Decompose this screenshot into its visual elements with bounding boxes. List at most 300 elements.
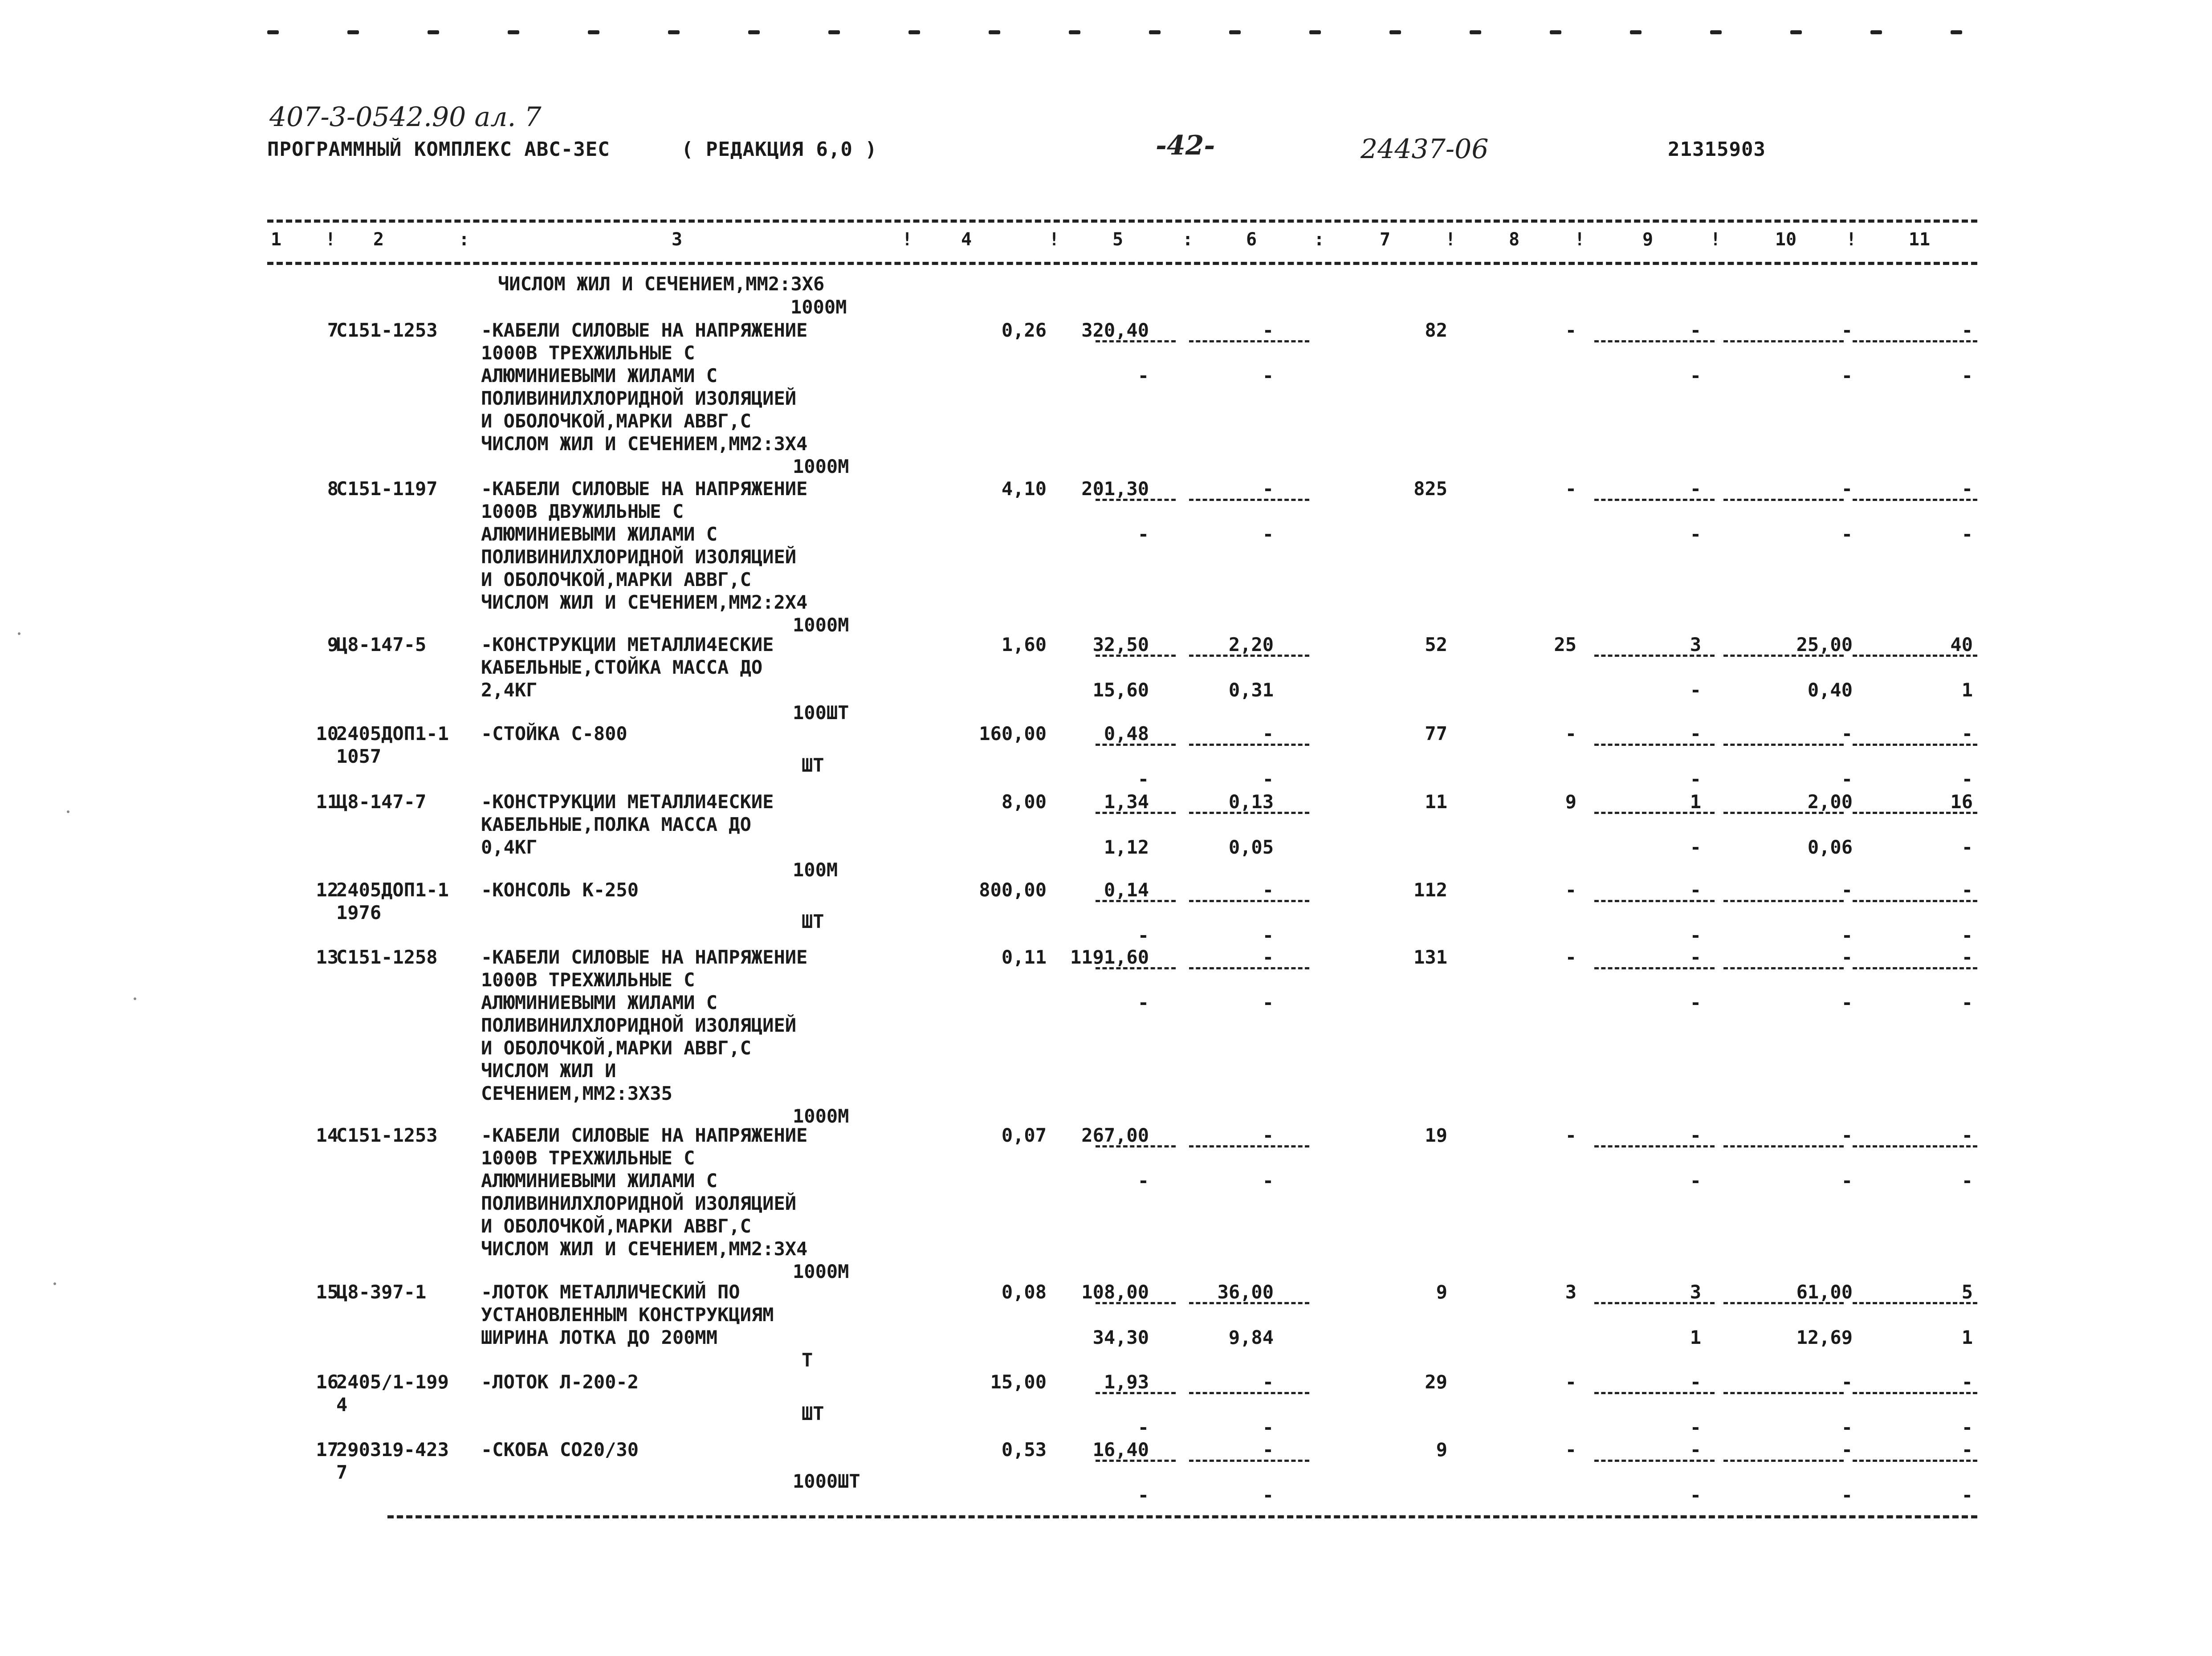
column-header-rule xyxy=(267,262,1977,265)
cell-divider-line xyxy=(1189,499,1309,501)
cost-value: - xyxy=(1262,879,1274,901)
column-header: 10 xyxy=(1775,229,1797,250)
labor-value: 3 xyxy=(1565,1281,1577,1303)
resource-description: АЛЮМИНИЕВЫМИ ЖИЛАМИ С xyxy=(481,992,718,1013)
labor-value: - xyxy=(1961,478,1973,500)
cell-divider-line xyxy=(1853,900,1977,902)
column-separator: ! xyxy=(1049,229,1060,250)
cell-divider-line xyxy=(1853,340,1977,342)
labor-value-secondary: - xyxy=(1690,1484,1701,1506)
labor-value: 131 xyxy=(1414,946,1447,968)
column-separator: ! xyxy=(1445,229,1456,250)
cost-value-secondary: - xyxy=(1841,1170,1853,1192)
cost-value-secondary: - xyxy=(1262,924,1274,946)
cost-value: - xyxy=(1262,478,1274,500)
row-number: 15 xyxy=(316,1281,338,1303)
row-number: 12 xyxy=(316,879,338,901)
resource-description: -КОНСТРУКЦИИ МЕТАЛЛИ4ЕСКИЕ xyxy=(481,791,774,813)
unit-of-measure: ШТ xyxy=(802,754,824,777)
row-number: 9 xyxy=(327,634,338,655)
cell-divider-line xyxy=(1096,900,1176,902)
page-number: -42- xyxy=(1156,130,1215,161)
cost-value-secondary: 0,31 xyxy=(1228,679,1274,701)
cost-value-secondary: 0,40 xyxy=(1807,679,1853,701)
cost-value: - xyxy=(1841,1371,1853,1393)
cost-value: 1,93 xyxy=(1104,1371,1149,1393)
resource-code: С151-1197 xyxy=(336,478,438,500)
cost-value: 36,00 xyxy=(1217,1281,1274,1303)
cell-divider-line xyxy=(1853,967,1977,969)
cost-value-secondary: - xyxy=(1137,365,1149,387)
resource-description: ПОЛИВИНИЛХЛОРИДНОЙ ИЗОЛЯЦИЕЙ xyxy=(481,387,797,409)
quantity-value: 0,11 xyxy=(1001,946,1047,968)
margin-mark xyxy=(134,997,136,1000)
labor-value: - xyxy=(1690,319,1701,341)
cost-value-secondary: - xyxy=(1841,365,1853,387)
cost-value-secondary: - xyxy=(1841,768,1853,790)
labor-value-secondary: - xyxy=(1690,992,1701,1013)
resource-description: ЧИСЛОМ ЖИЛ И СЕЧЕНИЕМ,ММ2:3Х4 xyxy=(481,433,808,455)
quantity-value: 15,00 xyxy=(990,1371,1047,1393)
cell-divider-line xyxy=(1594,812,1715,814)
labor-value: - xyxy=(1961,879,1973,901)
column-separator: ! xyxy=(1846,229,1857,250)
handwritten-doc-number: 24437-06 xyxy=(1361,134,1489,165)
resource-code: 1057 xyxy=(336,745,382,767)
labor-value: 11 xyxy=(1425,791,1447,813)
unit-of-measure: 1000М xyxy=(793,1261,849,1282)
resource-code: С151-1258 xyxy=(336,946,438,968)
resource-description: -КАБЕЛИ СИЛОВЫЕ НА НАПРЯЖЕНИЕ xyxy=(481,478,808,500)
resource-description: ЧИСЛОМ ЖИЛ И СЕЧЕНИЕМ,ММ2:3Х4 xyxy=(481,1238,808,1260)
unit-of-measure: 1000М xyxy=(793,456,849,477)
resource-description: ЧИСЛОМ ЖИЛ И СЕЧЕНИЕМ,ММ2:2Х4 xyxy=(481,591,808,613)
cost-value-secondary: - xyxy=(1841,992,1853,1013)
labor-value: - xyxy=(1961,319,1973,341)
labor-value: 25 xyxy=(1554,634,1577,655)
labor-value: - xyxy=(1961,723,1973,745)
unit-of-measure: 100М xyxy=(793,859,838,881)
resource-code: 2405/1-199 xyxy=(336,1371,449,1393)
cost-value-secondary: - xyxy=(1841,523,1853,545)
cost-value: 16,40 xyxy=(1092,1439,1149,1461)
column-header: 7 xyxy=(1379,229,1391,250)
cost-value: 0,13 xyxy=(1228,791,1274,813)
cost-value-secondary: - xyxy=(1262,1170,1274,1192)
labor-value: - xyxy=(1961,946,1973,968)
column-header: 8 xyxy=(1508,229,1520,250)
unit-of-measure: 1000М xyxy=(793,614,849,636)
cost-value-secondary: 0,06 xyxy=(1807,836,1853,858)
cost-value-secondary: - xyxy=(1262,523,1274,545)
labor-value-secondary: - xyxy=(1961,1484,1973,1506)
perforation-dash xyxy=(1951,30,1962,34)
perforation-dash xyxy=(748,30,760,34)
unit-of-measure: Т xyxy=(802,1349,813,1371)
cost-value-secondary: - xyxy=(1841,1416,1853,1438)
cell-divider-line xyxy=(1594,967,1715,969)
resource-code: Ц8-397-1 xyxy=(336,1281,427,1303)
margin-mark xyxy=(67,810,69,813)
resource-code: С151-1253 xyxy=(336,319,438,341)
quantity-value: 160,00 xyxy=(979,723,1047,745)
unit-of-measure: 100ШТ xyxy=(793,702,849,724)
cost-value: 201,30 xyxy=(1081,478,1149,500)
labor-value-secondary: - xyxy=(1961,365,1973,387)
column-header: 6 xyxy=(1246,229,1257,250)
labor-value: - xyxy=(1690,478,1701,500)
labor-value-secondary: - xyxy=(1690,523,1701,545)
continued-unit: 1000М xyxy=(790,296,847,318)
cell-divider-line xyxy=(1594,340,1715,342)
labor-value: 82 xyxy=(1425,319,1447,341)
cost-value-secondary: - xyxy=(1137,1170,1149,1192)
cell-divider-line xyxy=(1853,1460,1977,1462)
cost-value-secondary: - xyxy=(1137,768,1149,790)
resource-description: И ОБОЛОЧКОЙ,МАРКИ АВВГ,С xyxy=(481,410,751,432)
labor-value: 112 xyxy=(1414,879,1447,901)
labor-value-secondary: 1 xyxy=(1961,1326,1973,1348)
perforation-dash xyxy=(508,30,519,34)
document-code: 21315903 xyxy=(1668,138,1766,161)
cell-divider-line xyxy=(1723,1460,1844,1462)
labor-value: - xyxy=(1961,1439,1973,1461)
perforation-dash xyxy=(1069,30,1080,34)
perforation-dash xyxy=(428,30,439,34)
resource-code: 7 xyxy=(336,1461,348,1483)
resource-code: С151-1253 xyxy=(336,1124,438,1146)
labor-value: 16 xyxy=(1950,791,1973,813)
labor-value-secondary: - xyxy=(1961,1416,1973,1438)
cell-divider-line xyxy=(1189,967,1309,969)
cost-value: - xyxy=(1262,1124,1274,1146)
cost-value: - xyxy=(1841,946,1853,968)
cost-value-secondary: - xyxy=(1137,992,1149,1013)
cell-divider-line xyxy=(1594,744,1715,746)
cost-value: 0,48 xyxy=(1104,723,1149,745)
perforation-dash xyxy=(1470,30,1481,34)
labor-value: 40 xyxy=(1950,634,1973,655)
labor-value-secondary: - xyxy=(1961,768,1973,790)
unit-of-measure: 1000ШТ xyxy=(793,1470,860,1493)
cost-value: 32,50 xyxy=(1092,634,1149,655)
labor-value: 5 xyxy=(1961,1281,1973,1303)
cost-value-secondary: - xyxy=(1262,768,1274,790)
cost-value-secondary: 15,60 xyxy=(1092,679,1149,701)
resource-description: АЛЮМИНИЕВЫМИ ЖИЛАМИ С xyxy=(481,365,718,387)
cost-value: 0,14 xyxy=(1104,879,1149,901)
row-number: 13 xyxy=(316,946,338,968)
cost-value: - xyxy=(1841,319,1853,341)
resource-description: -КАБЕЛИ СИЛОВЫЕ НА НАПРЯЖЕНИЕ xyxy=(481,319,808,341)
cell-divider-line xyxy=(1723,967,1844,969)
quantity-value: 8,00 xyxy=(1001,791,1047,813)
labor-value: 29 xyxy=(1425,1371,1447,1393)
cell-divider-line xyxy=(1594,1392,1715,1394)
cell-divider-line xyxy=(1096,812,1176,814)
cell-divider-line xyxy=(1096,744,1176,746)
perforation-dash xyxy=(668,30,680,34)
labor-value-secondary: - xyxy=(1961,1170,1973,1192)
cell-divider-line xyxy=(1096,655,1176,657)
perforation-dash xyxy=(588,30,599,34)
labor-value: - xyxy=(1565,879,1577,901)
labor-value: 77 xyxy=(1425,723,1447,745)
perforation-dash xyxy=(1309,30,1321,34)
column-separator: : xyxy=(1182,229,1194,250)
column-separator: ! xyxy=(1710,229,1721,250)
perforation-dashes xyxy=(267,30,1973,39)
cell-divider-line xyxy=(1723,1392,1844,1394)
cost-value: - xyxy=(1262,946,1274,968)
cost-value: 267,00 xyxy=(1081,1124,1149,1146)
unit-of-measure: 1000М xyxy=(793,1105,849,1127)
cell-divider-line xyxy=(1853,1302,1977,1304)
resource-code: Ц8-147-5 xyxy=(336,634,427,655)
cell-divider-line xyxy=(1189,900,1309,902)
quantity-value: 0,07 xyxy=(1001,1124,1047,1146)
margin-mark xyxy=(18,632,20,635)
cost-value: 25,00 xyxy=(1796,634,1853,655)
labor-value-secondary: - xyxy=(1690,768,1701,790)
perforation-dash xyxy=(267,30,279,34)
cost-value: - xyxy=(1841,1439,1853,1461)
row-number: 17 xyxy=(316,1439,338,1461)
column-header: 3 xyxy=(671,229,683,250)
cell-divider-line xyxy=(1096,967,1176,969)
resource-description: -ЛОТОК МЕТАЛЛИЧЕСКИЙ ПО xyxy=(481,1281,740,1303)
labor-value-secondary: - xyxy=(1690,836,1701,858)
perforation-dash xyxy=(1630,30,1642,34)
cell-divider-line xyxy=(1723,1145,1844,1147)
cell-divider-line xyxy=(1853,1392,1977,1394)
cell-divider-line xyxy=(1189,744,1309,746)
resource-description: 0,4КГ xyxy=(481,836,538,858)
cost-value-secondary: - xyxy=(1841,924,1853,946)
labor-value: 9 xyxy=(1436,1439,1447,1461)
resource-description: -СКОБА СО20/30 xyxy=(481,1439,639,1461)
resource-description: -КАБЕЛИ СИЛОВЫЕ НА НАПРЯЖЕНИЕ xyxy=(481,1124,808,1146)
unit-of-measure: ШТ xyxy=(802,1403,824,1425)
cost-value: - xyxy=(1262,1371,1274,1393)
column-separator: ! xyxy=(325,229,336,250)
labor-value-secondary: 1 xyxy=(1690,1326,1701,1348)
resource-code: 1976 xyxy=(336,902,382,924)
cell-divider-line xyxy=(1189,1460,1309,1462)
cost-value: - xyxy=(1841,1124,1853,1146)
cost-value-secondary: 12,69 xyxy=(1796,1326,1853,1348)
quantity-value: 4,10 xyxy=(1001,478,1047,500)
cell-divider-line xyxy=(1594,1302,1715,1304)
cell-divider-line xyxy=(1723,499,1844,501)
cost-value-secondary: - xyxy=(1137,924,1149,946)
cell-divider-line xyxy=(1723,340,1844,342)
cell-divider-line xyxy=(1594,1145,1715,1147)
cost-value-secondary: 0,05 xyxy=(1228,836,1274,858)
cost-value: 61,00 xyxy=(1796,1281,1853,1303)
labor-value-secondary: - xyxy=(1690,679,1701,701)
resource-description: ШИРИНА ЛОТКА ДО 200ММ xyxy=(481,1326,718,1348)
cell-divider-line xyxy=(1723,1302,1844,1304)
labor-value: - xyxy=(1565,478,1577,500)
labor-value: - xyxy=(1961,1371,1973,1393)
cost-value-secondary: - xyxy=(1262,1416,1274,1438)
labor-value-secondary: - xyxy=(1690,1170,1701,1192)
labor-value: - xyxy=(1690,879,1701,901)
perforation-dash xyxy=(1149,30,1161,34)
cost-value-secondary: 1,12 xyxy=(1104,836,1149,858)
resource-description: КАБЕЛЬНЫЕ,ПОЛКА МАССА ДО xyxy=(481,814,751,835)
cell-divider-line xyxy=(1853,499,1977,501)
row-number: 16 xyxy=(316,1371,338,1393)
labor-value-secondary: - xyxy=(1690,1416,1701,1438)
resource-description: УСТАНОВЛЕННЫМ КОНСТРУКЦИЯМ xyxy=(481,1304,774,1326)
labor-value: 3 xyxy=(1690,634,1701,655)
cell-divider-line xyxy=(1189,1145,1309,1147)
cell-divider-line xyxy=(1189,655,1309,657)
labor-value-secondary: - xyxy=(1690,924,1701,946)
resource-description: И ОБОЛОЧКОЙ,МАРКИ АВВГ,С xyxy=(481,1215,751,1237)
cell-divider-line xyxy=(1853,744,1977,746)
labor-value-secondary: 1 xyxy=(1961,679,1973,701)
cost-value: 2,20 xyxy=(1228,634,1274,655)
quantity-value: 800,00 xyxy=(979,879,1047,901)
cell-divider-line xyxy=(1594,499,1715,501)
cost-value: 2,00 xyxy=(1807,791,1853,813)
quantity-value: 1,60 xyxy=(1001,634,1047,655)
resource-code: 2405ДОП1-1 xyxy=(336,879,449,901)
labor-value-secondary: - xyxy=(1690,365,1701,387)
perforation-dash xyxy=(1229,30,1241,34)
resource-description: ПОЛИВИНИЛХЛОРИДНОЙ ИЗОЛЯЦИЕЙ xyxy=(481,1014,797,1036)
cell-divider-line xyxy=(1096,1460,1176,1462)
column-header: 2 xyxy=(373,229,384,250)
labor-value-secondary: - xyxy=(1961,523,1973,545)
resource-description: АЛЮМИНИЕВЫМИ ЖИЛАМИ С xyxy=(481,523,718,545)
resource-description: -КАБЕЛИ СИЛОВЫЕ НА НАПРЯЖЕНИЕ xyxy=(481,946,808,968)
cell-divider-line xyxy=(1853,1145,1977,1147)
quantity-value: 0,08 xyxy=(1001,1281,1047,1303)
cell-divider-line xyxy=(1723,744,1844,746)
labor-value: 52 xyxy=(1425,634,1447,655)
labor-value: - xyxy=(1690,1124,1701,1146)
cost-value: 1191,60 xyxy=(1070,946,1149,968)
cell-divider-line xyxy=(1723,812,1844,814)
cell-divider-line xyxy=(1594,655,1715,657)
resource-description: АЛЮМИНИЕВЫМИ ЖИЛАМИ С xyxy=(481,1170,718,1192)
row-number: 14 xyxy=(316,1124,338,1146)
cost-value-secondary: - xyxy=(1841,1484,1853,1506)
resource-description: ПОЛИВИНИЛХЛОРИДНОЙ ИЗОЛЯЦИЕЙ xyxy=(481,1192,797,1214)
resource-description: КАБЕЛЬНЫЕ,СТОЙКА МАССА ДО xyxy=(481,656,763,678)
labor-value: 19 xyxy=(1425,1124,1447,1146)
column-header: 4 xyxy=(961,229,972,250)
cost-value: - xyxy=(1841,478,1853,500)
labor-value-secondary: - xyxy=(1961,924,1973,946)
edition-label: ( РЕДАКЦИЯ 6,0 ) xyxy=(681,138,877,161)
labor-value: - xyxy=(1690,723,1701,745)
cell-divider-line xyxy=(1189,340,1309,342)
cost-value-secondary: 9,84 xyxy=(1228,1326,1274,1348)
cost-value-secondary: - xyxy=(1137,523,1149,545)
cell-divider-line xyxy=(1189,1392,1309,1394)
labor-value: 825 xyxy=(1414,478,1447,500)
resource-description: -КОНСОЛЬ К-250 xyxy=(481,879,639,901)
labor-value: - xyxy=(1565,1439,1577,1461)
perforation-dash xyxy=(1389,30,1401,34)
resource-description: 1000В ТРЕХЖИЛЬНЫЕ С xyxy=(481,342,695,364)
perforation-dash xyxy=(989,30,1000,34)
labor-value: 9 xyxy=(1565,791,1577,813)
cell-divider-line xyxy=(1096,340,1176,342)
cost-value-secondary: - xyxy=(1262,1484,1274,1506)
cost-value-secondary: - xyxy=(1137,1416,1149,1438)
resource-description: -ЛОТОК Л-200-2 xyxy=(481,1371,639,1393)
cell-divider-line xyxy=(1723,900,1844,902)
column-header-row xyxy=(267,229,1977,256)
resource-code: Ц8-147-7 xyxy=(336,791,427,813)
cost-value: - xyxy=(1841,879,1853,901)
continued-description: ЧИСЛОМ ЖИЛ И СЕЧЕНИЕМ,ММ2:3Х6 xyxy=(498,273,825,295)
labor-value: - xyxy=(1565,1124,1577,1146)
labor-value: - xyxy=(1690,946,1701,968)
cell-divider-line xyxy=(1096,1302,1176,1304)
row-number: 10 xyxy=(316,723,338,745)
resource-code: 4 xyxy=(336,1394,348,1416)
cell-divider-line xyxy=(1096,1145,1176,1147)
cost-value-secondary: - xyxy=(1262,992,1274,1013)
row-number: 11 xyxy=(316,791,338,813)
perforation-dash xyxy=(1710,30,1722,34)
cost-value: - xyxy=(1262,319,1274,341)
labor-value-secondary: - xyxy=(1961,992,1973,1013)
cost-value: 320,40 xyxy=(1081,319,1149,341)
resource-description: 1000В ДВУЖИЛЬНЫЕ С xyxy=(481,500,684,522)
cell-divider-line xyxy=(1594,900,1715,902)
resource-code: 290319-423 xyxy=(336,1439,449,1461)
labor-value: - xyxy=(1565,723,1577,745)
column-header: 5 xyxy=(1112,229,1124,250)
cell-divider-line xyxy=(1189,812,1309,814)
resource-description: ЧИСЛОМ ЖИЛ И xyxy=(481,1060,616,1082)
resource-description: -КОНСТРУКЦИИ МЕТАЛЛИ4ЕСКИЕ xyxy=(481,634,774,655)
labor-value: - xyxy=(1690,1371,1701,1393)
column-separator: : xyxy=(1314,229,1325,250)
cell-divider-line xyxy=(1594,1460,1715,1462)
column-separator: : xyxy=(459,229,470,250)
labor-value-secondary: - xyxy=(1961,836,1973,858)
labor-value: - xyxy=(1961,1124,1973,1146)
row-number: 7 xyxy=(327,319,338,341)
labor-value: - xyxy=(1565,946,1577,968)
cost-value-secondary: - xyxy=(1137,1484,1149,1506)
quantity-value: 0,53 xyxy=(1001,1439,1047,1461)
cell-divider-line xyxy=(1853,655,1977,657)
cost-value-secondary: 34,30 xyxy=(1092,1326,1149,1348)
resource-description: 1000В ТРЕХЖИЛЬНЫЕ С xyxy=(481,1147,695,1169)
cell-divider-line xyxy=(1096,499,1176,501)
cost-value: - xyxy=(1262,723,1274,745)
perforation-dash xyxy=(1870,30,1882,34)
cell-divider-line xyxy=(1723,655,1844,657)
cell-divider-line xyxy=(1189,1302,1309,1304)
labor-value: 9 xyxy=(1436,1281,1447,1303)
cell-divider-line xyxy=(1853,812,1977,814)
row-number: 8 xyxy=(327,478,338,500)
resource-description: -СТОЙКА С-800 xyxy=(481,723,627,745)
resource-description: И ОБОЛОЧКОЙ,МАРКИ АВВГ,С xyxy=(481,1037,751,1059)
program-title: ПРОГРАММНЫЙ КОМПЛЕКС АВС-3ЕС xyxy=(267,138,610,161)
